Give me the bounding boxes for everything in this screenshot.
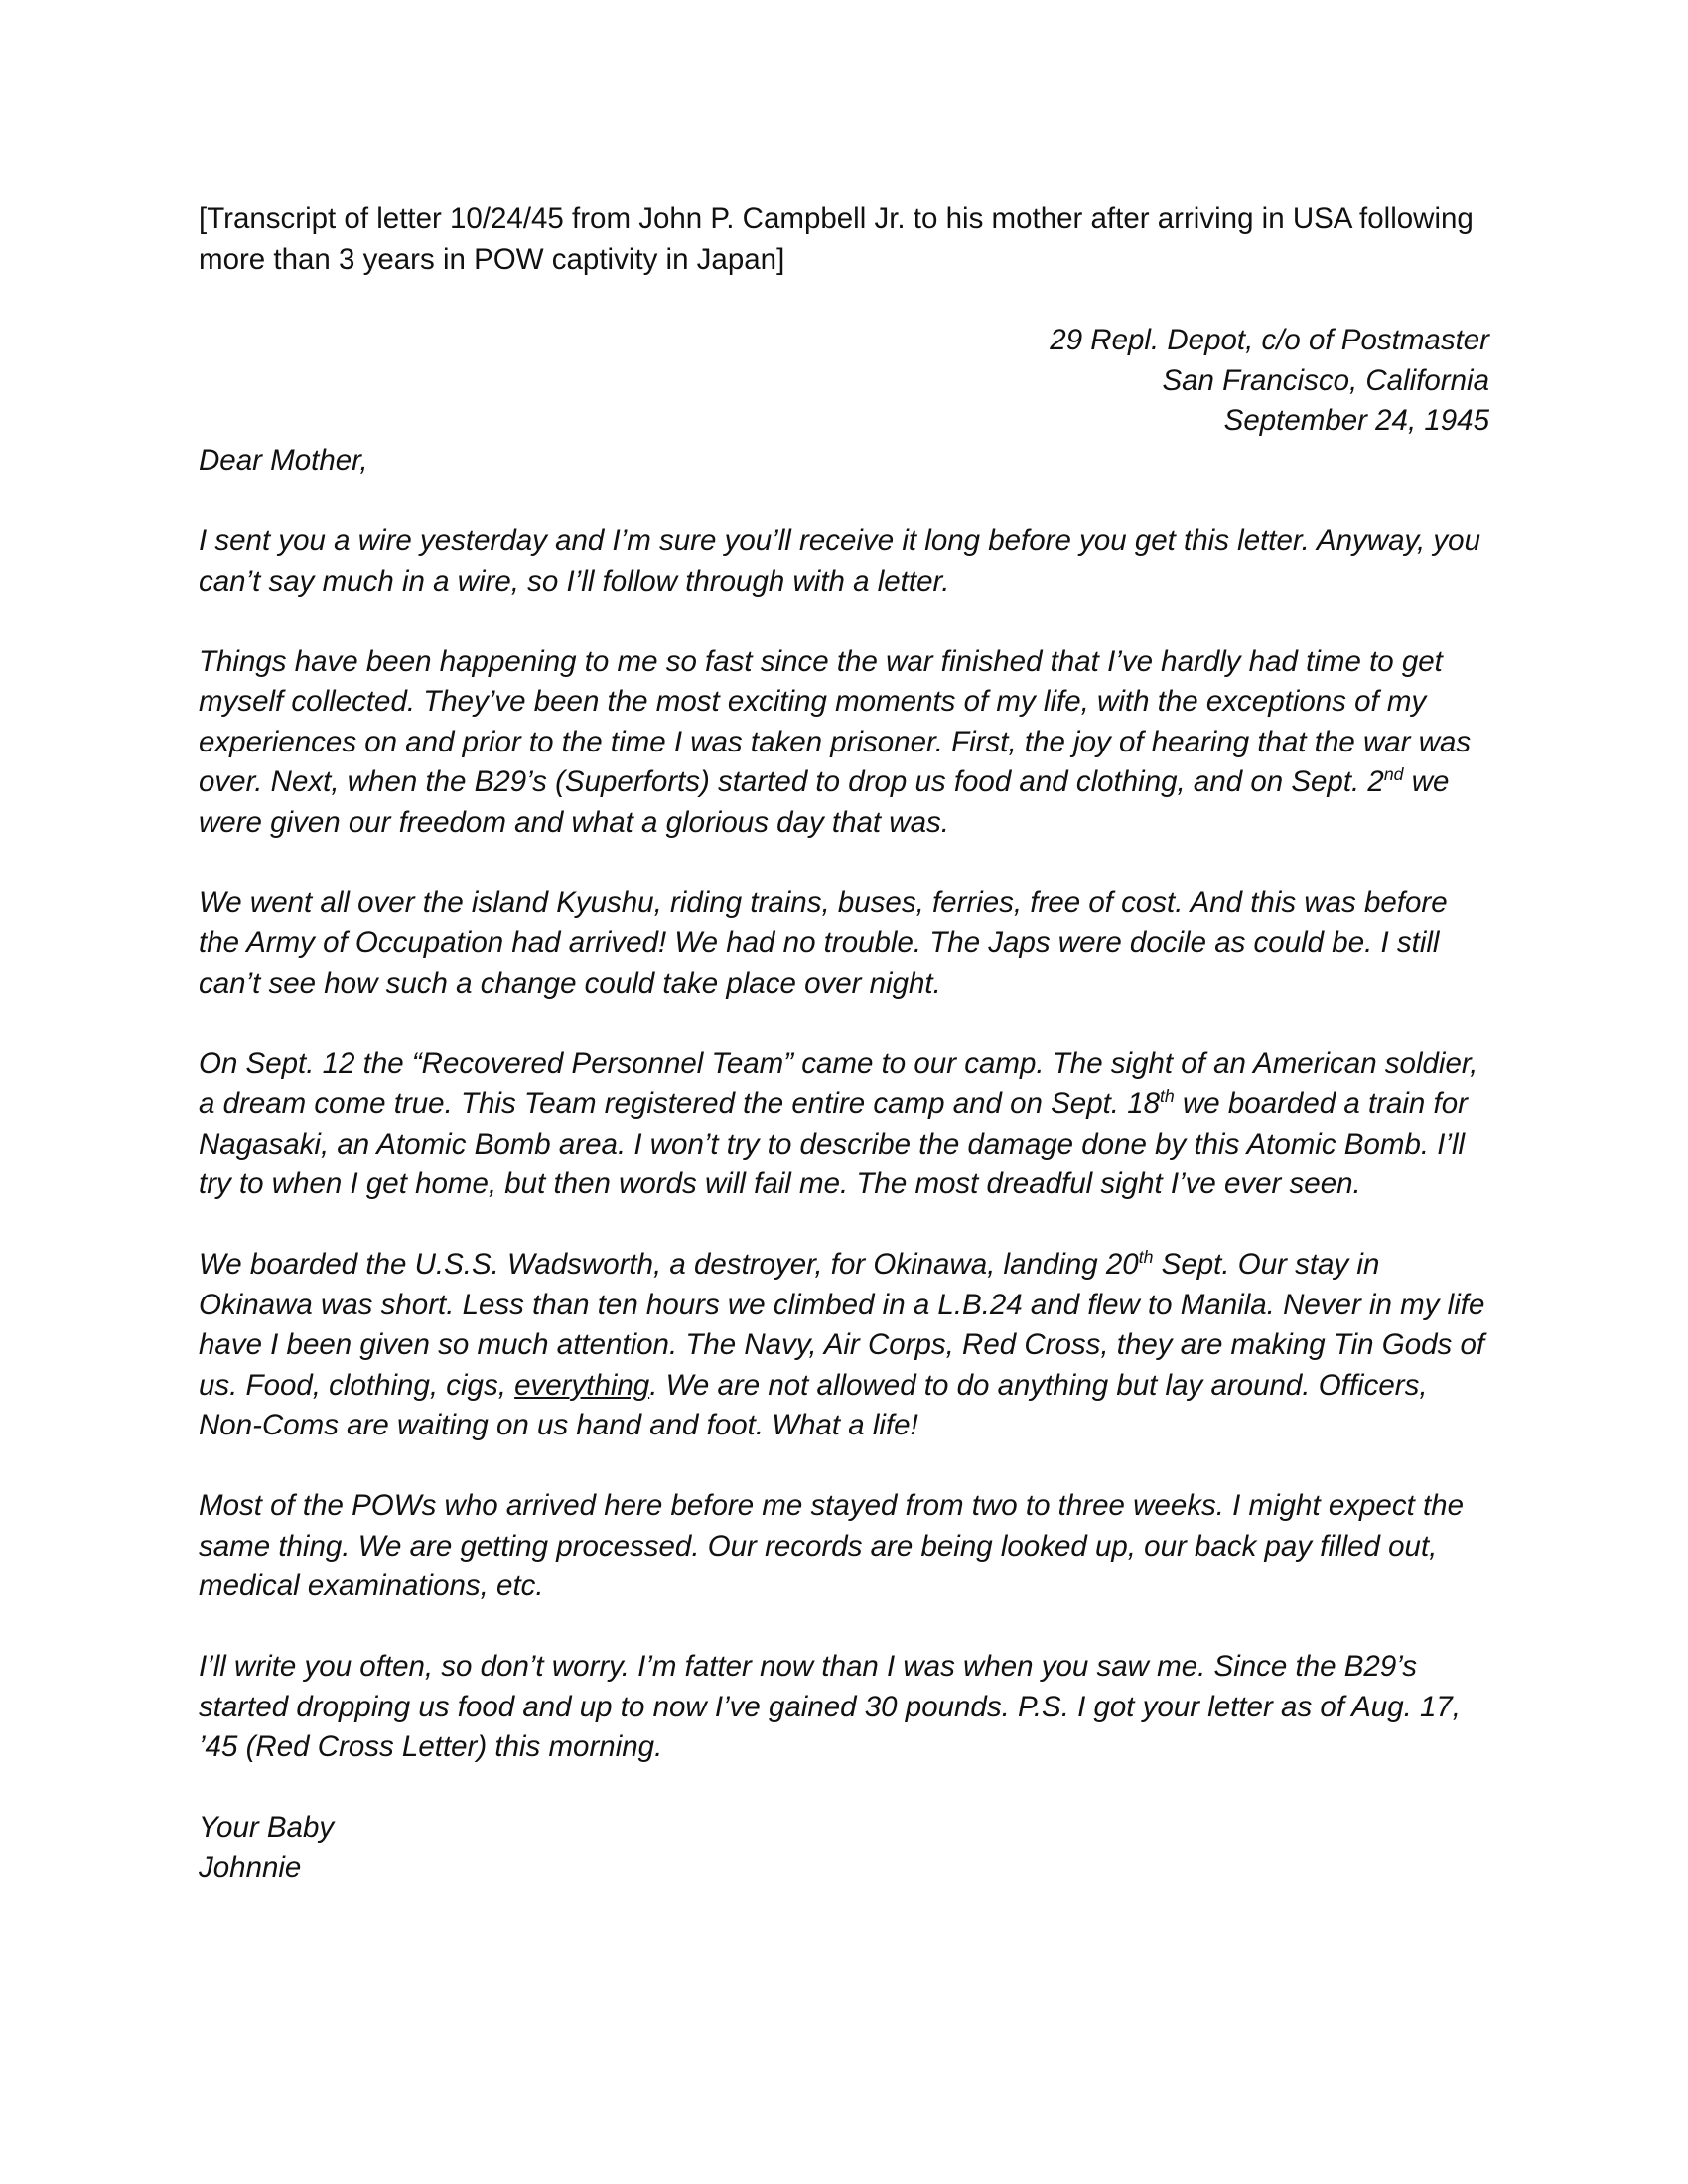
underlined-word: everything [514, 1368, 650, 1402]
closing-phrase: Your Baby [199, 1811, 335, 1843]
letter-date: September 24, 1945 [1223, 404, 1489, 437]
address-line-depot: 29 Repl. Depot, c/o of Postmaster [1050, 324, 1489, 356]
signature-name: Johnnie [199, 1850, 302, 1884]
paragraph-text: Sept. Our stay in Okinawa was short. Less than ten hours we climbed in a L.B.24 and flew to Manila. Never in my life have I been given so much attention. The Navy, Air Corps, Red Cross, they are making Tin Gods of us. Food, clothing, cigs, [199, 1248, 1485, 1402]
transcript-header-note: [Transcript of letter 10/24/45 from John P. Campbell Jr. to his mother after arriving in USA following more than 3 years in POW captivity in Japan] [199, 203, 1474, 276]
salutation: Dear Mother, [199, 444, 368, 477]
paragraph-wire: I sent you a wire yesterday and I’m sure you’ll receive it long before you get this letter. Anyway, you can’t say much in a wire, so I’ll follow through with a letter. [199, 524, 1480, 598]
paragraph-processing: Most of the POWs who arrived here before me stayed from two to three weeks. I might expect the same thing. We are getting processed. Our records are being looked up, our back pay filled out, medical examinations, etc. [199, 1489, 1464, 1602]
ordinal-suffix: th [1160, 1086, 1175, 1107]
paragraph-text: On Sept. 12 the “Recovered Personnel Team” came to our camp. The sight of an American soldier, a dream come true. This Team registered the entire camp and on Sept. 18 [199, 1046, 1478, 1120]
ordinal-suffix: nd [1383, 764, 1404, 785]
paragraph-text: we were given our freedom and what a glorious day that was. [199, 765, 1450, 839]
paragraph-recovered-personnel [199, 1044, 1489, 1205]
paragraph-text: We boarded the U.S.S. Wadsworth, a destroyer, for Okinawa, landing 20 [199, 1248, 1139, 1281]
paragraph-wadsworth [199, 1245, 1489, 1446]
ordinal-suffix: th [1138, 1247, 1154, 1268]
paragraph-text: we boarded a train for Nagasaki, an Atomic Bomb area. I won’t try to describe the damage done by this Atomic Bomb. I’ll try to when I get home, but then words will fail me. The most dreadful sight I’ve ever seen. [199, 1087, 1468, 1200]
paragraph-kyushu: We went all over the island Kyushu, riding trains, buses, ferries, free of cost. And this was before the Army of Occupation had arrived! We had no trouble. The Japs were docile as could be. I still can’t see how such a change could take place over night. [199, 886, 1448, 1000]
paragraph-text: Things have been happening to me so fast since the war finished that I’ve hardly had time to get myself collected. They’ve been the most exciting moments of my life, with the exceptions of my experiences on and prior to the time I was taken prisoner. First, the joy of hearing that the war was over. Next, when the B29’s (Superforts) started to drop us food and clothing, and on Sept. 2 [199, 644, 1472, 798]
address-line-city: San Francisco, California [1162, 363, 1489, 397]
paragraph-text: . We are not allowed to do anything but lay around. Officers, Non-Coms are waiting on us hand and foot. What a life! [199, 1368, 1428, 1441]
letter-body [199, 441, 1489, 1929]
paragraph-war-finished [199, 642, 1489, 844]
sender-address-block [1050, 321, 1489, 442]
paragraph-postscript: I’ll write you often, so don’t worry. I’m fatter now than I was when you saw me. Since the B29’s started dropping us food and up to now I’ve gained 30 pounds. P.S. I got your letter as of Aug. 17, ’45 (Red Cross Letter) this morning. [199, 1650, 1462, 1763]
closing-block [199, 1808, 1489, 1888]
